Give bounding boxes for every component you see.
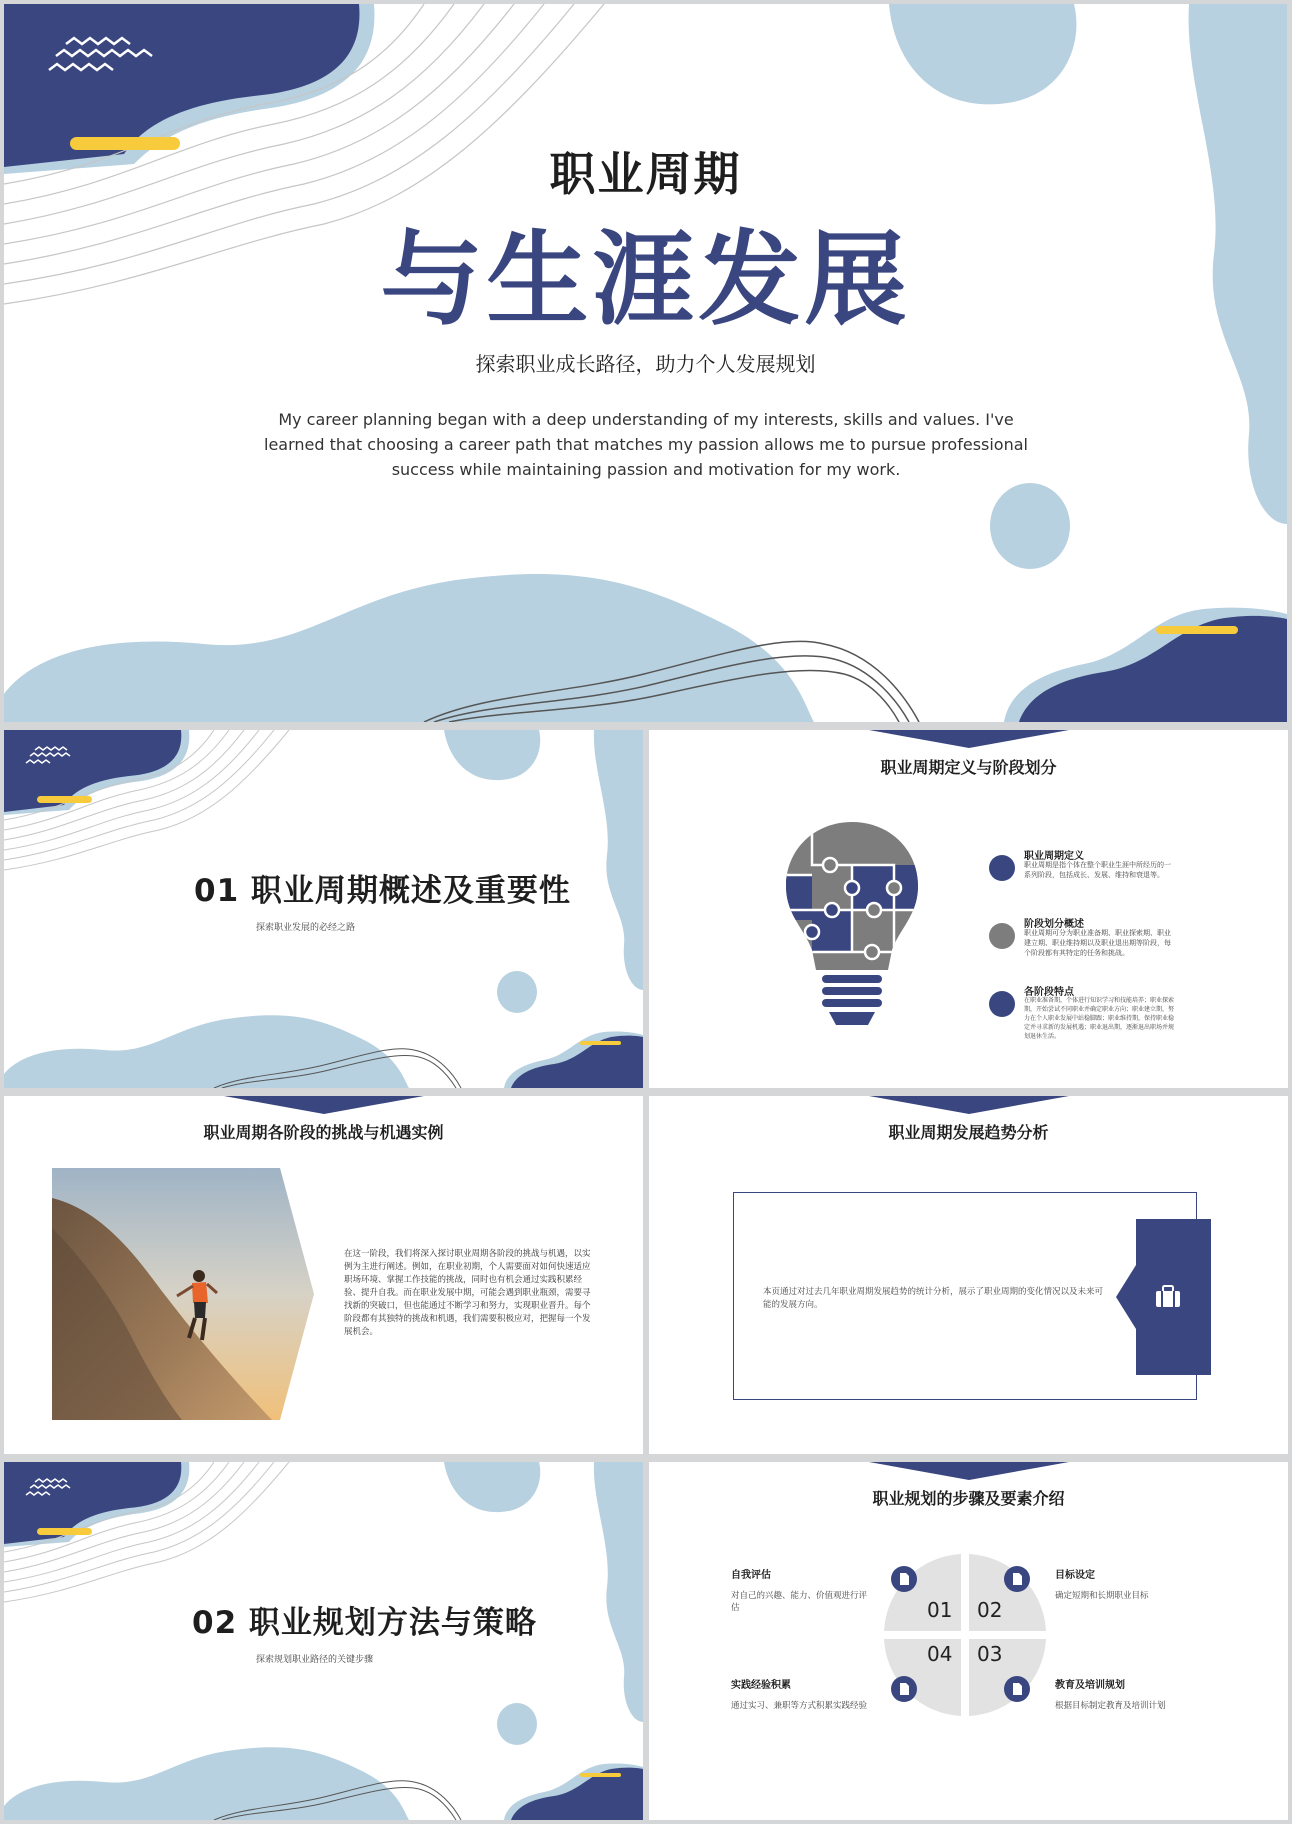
step-heading-self-assessment: 自我评估: [731, 1570, 771, 1581]
item-text: 在职业准备期，个体进行知识学习和技能培养；职业探索期，开始尝试不同职业并确定职业方向；职业建立期，努力在个人职业发展中站稳脚跟；职业维持期，保持职业稳定并寻求新的发展机遇；职业退出期，逐渐退出职场并规划退休生活。: [1024, 997, 1175, 1040]
step-number-01: 01: [927, 1598, 953, 1622]
section2-slide: [4, 1462, 643, 1820]
cover-title-line1: 职业周期: [549, 147, 742, 201]
section1-subtitle: 探索职业发展的必经之路: [256, 923, 356, 933]
section2-title: 02 职业规划方法与策略: [192, 1605, 537, 1641]
challenges-title: 职业周期各阶段的挑战与机遇实例: [203, 1123, 444, 1142]
document-icon: [1004, 1566, 1030, 1592]
item-heading: 各阶段特点: [1024, 987, 1074, 998]
trends-title: 职业周期发展趋势分析: [888, 1123, 1049, 1142]
item-text: 职业周期是指个体在整个职业生涯中所经历的一系列阶段，包括成长、发展、维持和衰退等。: [1024, 861, 1171, 879]
section1-title: 01 职业周期概述及重要性: [194, 873, 571, 909]
top-banner: [869, 730, 1069, 748]
step-number-03: 03: [977, 1642, 1003, 1666]
item-bullet-navy: [989, 855, 1015, 881]
document-icon: [1004, 1676, 1030, 1702]
briefcase-icon: [1155, 1285, 1181, 1309]
item-text: 职业周期可分为职业准备期、职业探索期、职业建立期、职业维持期以及职业退出期等阶段，每个阶段都有其特定的任务和挑战。: [1024, 929, 1171, 957]
cover-slide: [4, 4, 1287, 722]
cover-subtitle: 探索职业成长路径，助力个人发展规划: [475, 352, 816, 376]
definition-item-3: [989, 987, 1259, 1051]
trends-slide: [649, 1096, 1288, 1454]
cover-title-line2: 与生涯发展: [380, 221, 911, 340]
challenges-slide: [4, 1096, 643, 1454]
definition-title: 职业周期定义与阶段划分: [880, 758, 1057, 777]
item-bullet-gray: [989, 923, 1015, 949]
step-text-goal-setting: 确定短期和长期职业目标: [1055, 1591, 1149, 1601]
step-heading-education: 教育及培训规划: [1055, 1680, 1125, 1691]
section2-subtitle: 探索规划职业路径的关键步骤: [256, 1655, 374, 1665]
document-icon: [891, 1676, 917, 1702]
step-text-practice: 通过实习、兼职等方式积累实践经验: [731, 1701, 868, 1711]
lightbulb-puzzle-icon: [784, 820, 924, 1042]
steps-slide: [649, 1462, 1288, 1820]
step-heading-goal-setting: 目标设定: [1055, 1570, 1095, 1581]
top-banner: [869, 1462, 1069, 1480]
step-heading-practice: 实践经验积累: [731, 1680, 791, 1691]
challenges-paragraph: 在这一阶段，我们将深入探讨职业周期各阶段的挑战与机遇，以实例为主进行阐述。例如，在职业初期，个人需要面对如何快速适应职场环境、掌握工作技能的挑战，同时也有机会通过实践积累经验、提升自我。而在职业发展中期，可能会遇到职业瓶颈，需要寻找新的突破口，但也能通过不断学习和努力，实现职业晋升。每个阶段都有其独特的挑战和机遇，我们需要积极应对，把握每一个发展机会。: [344, 1249, 591, 1337]
step-number-02: 02: [977, 1598, 1003, 1622]
section1-slide: [4, 730, 643, 1088]
top-banner: [224, 1096, 424, 1114]
rock-climber-photo: [52, 1168, 314, 1420]
item-heading: 阶段划分概述: [1024, 919, 1084, 930]
step-text-education: 根据目标制定教育及培训计划: [1055, 1701, 1166, 1711]
cover-body-text: My career planning began with a deep understanding of my interests, skills and values. I've learned that choosing a career path that matches my passion allows me to pursue professional success while maintaining passion and motivation for my work.: [264, 410, 1028, 479]
step-number-04: 04: [927, 1642, 953, 1666]
steps-title: 职业规划的步骤及要素介绍: [872, 1489, 1065, 1508]
definition-item-2: [989, 919, 1259, 983]
definition-slide: [649, 730, 1288, 1088]
definition-item-1: [989, 851, 1259, 915]
document-icon: [891, 1566, 917, 1592]
step-text-self-assessment: 对自己的兴趣、能力、价值观进行评估: [731, 1591, 868, 1613]
top-banner: [869, 1096, 1069, 1114]
item-bullet-navy: [989, 991, 1015, 1017]
item-heading: 职业周期定义: [1024, 851, 1084, 862]
trends-text: 本页通过对过去几年职业周期发展趋势的统计分析，展示了职业周期的变化情况以及未来可能的发展方向。: [763, 1287, 1104, 1310]
